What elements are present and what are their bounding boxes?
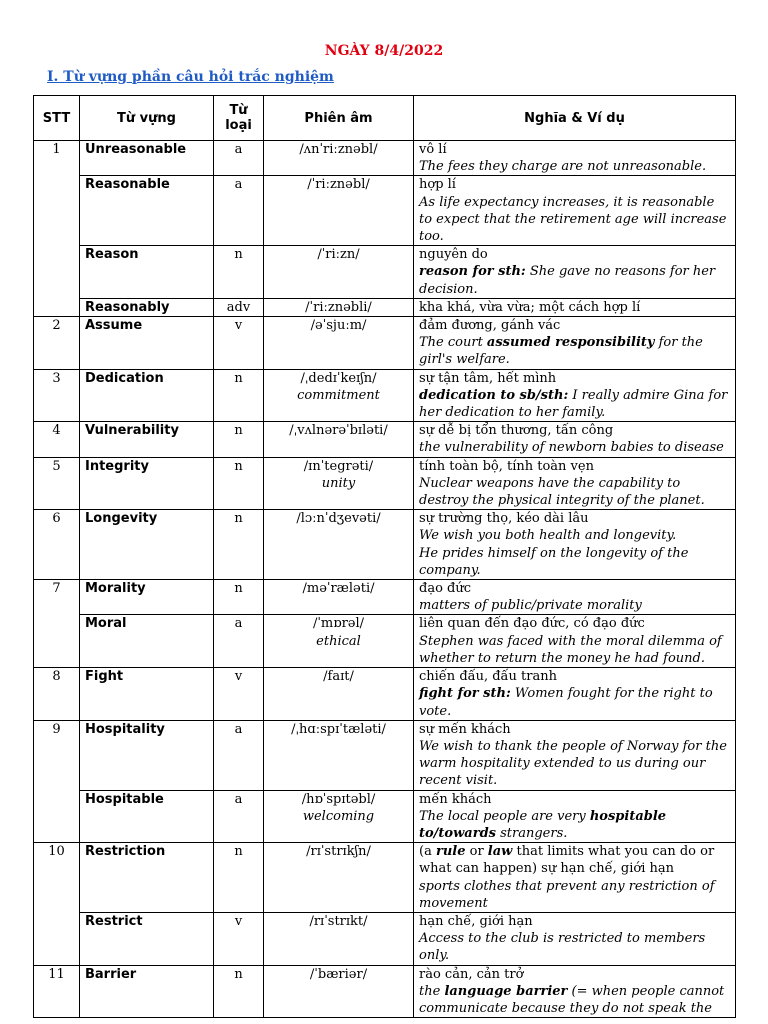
header-pos: Từ loại — [214, 96, 264, 141]
phonetic: /məˈræləti/ — [302, 581, 375, 597]
example-text: I really admire Gina for her dedication to her family. — [419, 387, 728, 421]
meaning-vi: hợp lí — [419, 177, 456, 193]
meaning-cell — [414, 317, 736, 370]
row-number: 9 — [34, 720, 80, 842]
example-sentence — [419, 633, 730, 667]
meaning-cell — [414, 298, 736, 316]
example-text: The fees they charge are not unreasonable. — [419, 159, 707, 175]
example-text: Women fought for the right to vote. — [419, 686, 713, 719]
table-row — [34, 246, 736, 299]
vocabulary-table — [33, 95, 736, 1018]
part-of-speech: v — [214, 668, 264, 721]
vocab-word: Dedication — [80, 369, 214, 422]
meaning-part: law — [487, 844, 513, 860]
meaning-vi: rào cản, cản trở — [419, 966, 524, 982]
meaning-cell — [414, 580, 736, 615]
example-text-tail: for the girl's welfare. — [419, 335, 703, 368]
vocab-word: Integrity — [80, 457, 214, 510]
meaning-vi: chiến đấu, đấu tranh — [419, 669, 557, 685]
vocab-word: Moral — [80, 615, 214, 668]
header-stt: STT — [34, 96, 80, 141]
row-number: 2 — [34, 317, 80, 370]
phonetic: /ˈriːzn/ — [317, 247, 360, 263]
part-of-speech: a — [214, 790, 264, 843]
part-of-speech: n — [214, 369, 264, 422]
example-sentence — [419, 983, 730, 1017]
header-meaning: Nghĩa & Ví dụ — [414, 96, 736, 141]
example-text-tail: (= when people cannot communicate because they do not speak the — [419, 983, 725, 1016]
example-sentence — [419, 263, 730, 297]
phonetic-cell — [264, 369, 414, 422]
example-sentence — [419, 194, 730, 246]
example-highlight: language barrier — [444, 983, 568, 999]
vocab-word: Hospitality — [80, 720, 214, 790]
table-row — [34, 615, 736, 668]
phonetic-cell — [264, 965, 414, 1018]
phonetic: /ʌnˈriːznəbl/ — [299, 142, 378, 157]
example-highlight: assumed responsibility — [486, 335, 655, 351]
meaning-vi: đảm đương, gánh vác — [419, 318, 561, 334]
example-sentence — [419, 930, 730, 964]
vocab-word: Assume — [80, 317, 214, 370]
example-sentence — [419, 334, 730, 368]
row-number: 7 — [34, 580, 80, 668]
phonetic: /ˌvʌlnərəˈbɪləti/ — [289, 423, 388, 439]
vocab-word: Restriction — [80, 843, 214, 913]
header-word: Từ vựng — [80, 96, 214, 141]
table-row — [34, 510, 736, 580]
table-row — [34, 176, 736, 246]
example-text: We wish to thank the people of Norway for the warm hospitality extended to us during our recent visit. — [419, 738, 727, 789]
example-sentence — [419, 475, 730, 509]
part-of-speech: a — [214, 141, 264, 176]
part-of-speech: n — [214, 510, 264, 580]
section-heading: I. Từ vựng phần câu hỏi trắc nghiệm — [47, 69, 334, 85]
example-text: The court — [419, 335, 487, 351]
example-sentence — [419, 685, 730, 719]
vocab-word: Hospitable — [80, 790, 214, 843]
phonetic: /ˈmɒrəl/ — [312, 616, 365, 632]
meaning-cell — [414, 457, 736, 510]
table-body — [34, 141, 736, 1018]
meaning-cell — [414, 141, 736, 176]
example-text: the — [419, 983, 445, 999]
meaning-cell — [414, 615, 736, 668]
part-of-speech: n — [214, 965, 264, 1018]
example-sentence — [419, 387, 730, 421]
example-pattern: fight for sth: — [419, 686, 511, 702]
phonetic: /lɔːnˈdʒevəti/ — [296, 511, 381, 527]
example-sentence — [419, 738, 730, 790]
meaning-cell — [414, 176, 736, 246]
phonetic: /ɪnˈtegrəti/ — [303, 458, 374, 474]
meaning-cell — [414, 246, 736, 299]
part-of-speech: n — [214, 457, 264, 510]
phonetic: /rɪˈstrɪkʃn/ — [306, 844, 371, 860]
meaning-cell — [414, 720, 736, 790]
meaning-vi — [419, 843, 730, 877]
meaning-cell — [414, 668, 736, 721]
phonetic-cell — [264, 790, 414, 843]
part-of-speech: a — [214, 720, 264, 790]
meaning-vi: nguyên do — [419, 247, 488, 263]
example-sentence-2: He prides himself on the longevity of the company. — [419, 545, 689, 578]
table-row — [34, 369, 736, 422]
phonetic-cell — [264, 422, 414, 457]
phonetic: /əˈsjuːm/ — [310, 318, 367, 334]
example-text: Nuclear weapons have the capability to destroy the physical integrity of the planet. — [419, 475, 705, 509]
meaning-vi: liên quan đến đạo đức, có đạo đức — [419, 616, 645, 632]
part-of-speech: n — [214, 580, 264, 615]
meaning-vi: hạn chế, giới hạn — [419, 913, 533, 929]
example-sentence — [419, 808, 730, 842]
example-text-tail: strangers. — [495, 825, 568, 841]
row-number: 3 — [34, 369, 80, 422]
table-row — [34, 298, 736, 316]
table-row — [34, 912, 736, 965]
meaning-cell — [414, 790, 736, 843]
example-text: the vulnerability of newborn babies to disease — [419, 440, 724, 456]
table-header-row — [34, 96, 736, 141]
table-row — [34, 720, 736, 790]
phonetic: /ˈbæriər/ — [309, 966, 368, 982]
row-number: 5 — [34, 457, 80, 510]
table-row — [34, 422, 736, 457]
meaning-vi: sự dễ bị tổn thương, tấn công — [419, 423, 614, 439]
header-ipa: Phiên âm — [264, 96, 414, 141]
row-number: 1 — [34, 141, 80, 317]
vocab-word: Restrict — [80, 912, 214, 965]
meaning-part: rule — [435, 844, 466, 860]
phonetic: /ˈriːznəbl/ — [307, 177, 370, 193]
vocab-word: Reasonable — [80, 176, 214, 246]
phonetic: /ˈriːznəbli/ — [305, 299, 372, 315]
meaning-cell — [414, 369, 736, 422]
phonetic-cell — [264, 843, 414, 913]
example-text: The local people are very — [419, 808, 590, 824]
synonym: unity — [321, 475, 356, 491]
vocab-word: Fight — [80, 668, 214, 721]
table-row — [34, 141, 736, 176]
meaning-part: (a — [419, 844, 436, 860]
part-of-speech: n — [214, 246, 264, 299]
phonetic: /ˌdedɪˈkeɪʃn/ — [300, 370, 377, 386]
vocab-word: Barrier — [80, 965, 214, 1018]
row-number: 8 — [34, 668, 80, 721]
phonetic-cell — [264, 298, 414, 316]
meaning-part: that limits what you can do or what can happen) sự hạn chế, giới hạn — [419, 844, 715, 877]
meaning-cell — [414, 510, 736, 580]
example-sentence — [419, 158, 730, 175]
example-sentence — [419, 527, 730, 544]
table-row — [34, 843, 736, 913]
meaning-vi: sự tận tâm, hết mình — [419, 370, 557, 386]
table-row — [34, 668, 736, 721]
meaning-cell — [414, 843, 736, 913]
phonetic: /rɪˈstrɪkt/ — [309, 913, 368, 929]
phonetic-cell — [264, 580, 414, 615]
meaning-vi: kha khá, vừa vừa; một cách hợp lí — [419, 299, 641, 315]
part-of-speech: adv — [214, 298, 264, 316]
synonym: ethical — [316, 633, 361, 649]
table-row — [34, 965, 736, 1018]
example-highlight: hospitable to/towards — [419, 808, 667, 841]
example-sentence — [419, 439, 730, 456]
table-row — [34, 457, 736, 510]
phonetic-cell — [264, 720, 414, 790]
example-text: Stephen was faced with the moral dilemma of whether to return the money he had found. — [419, 633, 722, 666]
table-row — [34, 790, 736, 843]
row-number: 10 — [34, 843, 80, 965]
part-of-speech: v — [214, 317, 264, 370]
part-of-speech: n — [214, 843, 264, 913]
phonetic-cell — [264, 912, 414, 965]
vocab-word: Reasonably — [80, 298, 214, 316]
meaning-vi: vô lí — [419, 142, 447, 157]
phonetic-cell — [264, 176, 414, 246]
phonetic-cell — [264, 246, 414, 299]
meaning-vi: sự trường thọ, kéo dài lâu — [419, 511, 589, 527]
example-sentence — [419, 878, 730, 912]
example-text: We wish you both health and longevity. — [419, 528, 677, 544]
phonetic: /ˌhɑːspɪˈtæləti/ — [291, 721, 386, 737]
example-text: sports clothes that prevent any restriction of movement — [419, 878, 715, 911]
meaning-vi: tính toàn bộ, tính toàn vẹn — [419, 458, 594, 474]
meaning-cell — [414, 965, 736, 1018]
phonetic: /faɪt/ — [323, 669, 354, 685]
table-row — [34, 317, 736, 370]
example-text: Access to the club is restricted to members only. — [419, 931, 706, 964]
vocab-word: Longevity — [80, 510, 214, 580]
meaning-vi: mến khách — [419, 791, 492, 807]
vocab-word: Vulnerability — [80, 422, 214, 457]
part-of-speech: v — [214, 912, 264, 965]
meaning-vi: đạo đức — [419, 581, 472, 597]
part-of-speech: a — [214, 615, 264, 668]
meaning-vi: sự mến khách — [419, 721, 511, 737]
example-text: As life expectancy increases, it is reasonable to expect that the retirement age will increase too. — [419, 194, 727, 245]
example-text: She gave no reasons for her decision. — [419, 264, 716, 297]
meaning-part: or — [465, 844, 488, 860]
example-text: matters of public/private morality — [419, 598, 642, 614]
row-number: 6 — [34, 510, 80, 580]
phonetic-cell — [264, 457, 414, 510]
synonym: welcoming — [302, 808, 375, 824]
part-of-speech: a — [214, 176, 264, 246]
meaning-cell — [414, 912, 736, 965]
synonym: commitment — [297, 387, 380, 403]
phonetic: /hɒˈspɪtəbl/ — [301, 791, 376, 807]
vocab-word: Unreasonable — [80, 141, 214, 176]
example-pattern: reason for sth: — [419, 264, 526, 280]
vocab-word: Reason — [80, 246, 214, 299]
meaning-cell — [414, 422, 736, 457]
example-pattern: dedication to sb/sth: — [419, 387, 569, 403]
row-number: 11 — [34, 965, 80, 1018]
phonetic-cell — [264, 317, 414, 370]
phonetic-cell — [264, 510, 414, 580]
phonetic-cell — [264, 141, 414, 176]
table-row — [34, 580, 736, 615]
part-of-speech: n — [214, 422, 264, 457]
example-sentence — [419, 597, 730, 614]
page-title: NGÀY 8/4/2022 — [324, 43, 444, 59]
vocab-word: Morality — [80, 580, 214, 615]
phonetic-cell — [264, 668, 414, 721]
phonetic-cell — [264, 615, 414, 668]
row-number: 4 — [34, 422, 80, 457]
